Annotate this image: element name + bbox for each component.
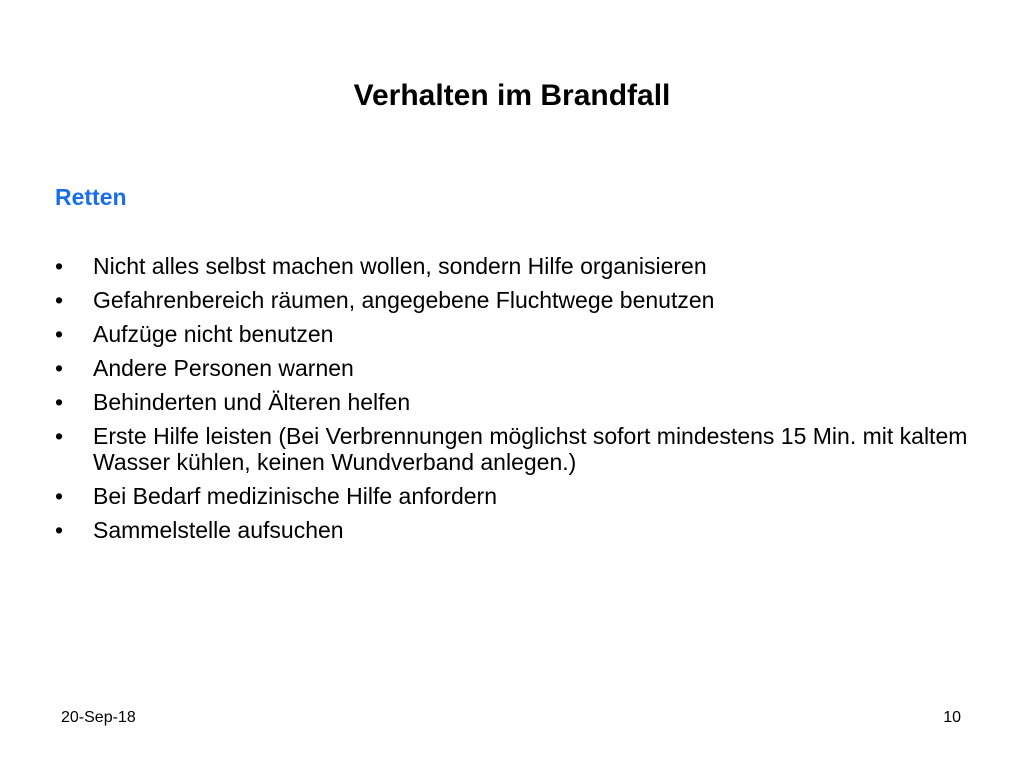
bullet-text: Bei Bedarf medizinische Hilfe anfordern (93, 483, 497, 509)
bullet-icon: • (55, 253, 64, 279)
bullet-item (55, 287, 975, 313)
bullet-text: Aufzüge nicht benutzen (93, 321, 334, 347)
bullet-item (55, 423, 975, 475)
section-heading: Retten (55, 184, 127, 210)
footer-date: 20-Sep-18 (61, 709, 136, 726)
bullet-text: Erste Hilfe leisten (Bei Verbrennungen möglichst sofort mindestens 15 Min. mit kaltem Wasser kühlen, keinen Wundverband anlegen.) (93, 423, 968, 475)
bullet-item (55, 253, 975, 279)
bullet-text: Gefahrenbereich räumen, angegebene Fluchtwege benutzen (93, 287, 715, 313)
page-number: 10 (943, 709, 961, 726)
bullet-text: Behinderten und Älteren helfen (93, 389, 411, 415)
bullet-item (55, 321, 975, 347)
bullet-text: Sammelstelle aufsuchen (93, 517, 344, 543)
bullet-text: Nicht alles selbst machen wollen, sondern Hilfe organisieren (93, 253, 707, 279)
bullet-text: Andere Personen warnen (93, 355, 354, 381)
bullet-icon: • (55, 423, 64, 449)
bullet-item (55, 389, 975, 415)
bullet-list (55, 253, 975, 551)
bullet-item (55, 483, 975, 509)
bullet-icon: • (55, 287, 64, 313)
bullet-icon: • (55, 517, 64, 543)
bullet-icon: • (55, 389, 64, 415)
bullet-item (55, 355, 975, 381)
bullet-icon: • (55, 483, 64, 509)
slide-title: Verhalten im Brandfall (353, 79, 671, 112)
bullet-item (55, 517, 975, 543)
bullet-icon: • (55, 355, 64, 381)
bullet-icon: • (55, 321, 64, 347)
